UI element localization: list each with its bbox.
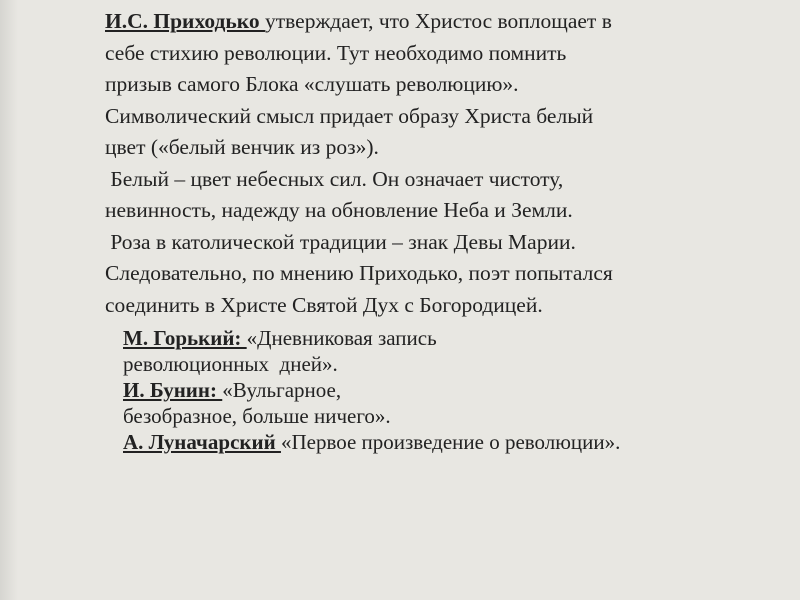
paragraph3-line1: Роза в католической традиции – знак Девы Марии. [105, 229, 576, 254]
paragraph3-line2: Следовательно, по мнению Приходько, поэт попытался [105, 261, 613, 285]
paragraph2-line2: невинность, надежду на обновление Неба и Земли. [105, 198, 573, 222]
paragraph1-line4: Символический смысл придает образу Христа белый [105, 103, 594, 128]
quotes-block [123, 325, 783, 455]
quote-lunacharsky-line1: «Первое произведение о революции». [280, 430, 621, 454]
quote-lunacharsky [123, 429, 783, 455]
quote-bunin-line1: «Вульгарное, [222, 378, 342, 402]
quote-author-lunacharsky: А. Луначарский [123, 430, 281, 454]
paragraph-rose [105, 227, 765, 322]
paragraph3-line3: соединить в Христе Святой Дух с Богородицей. [105, 292, 543, 317]
quote-bunin-line2: безобразное, больше ничего». [123, 404, 391, 428]
paragraph1-line1: утверждает, что Христос воплощает в [264, 9, 612, 33]
quote-bunin [123, 377, 783, 429]
main-text-block [105, 6, 765, 321]
quote-gorky-line2: революционных дней». [123, 352, 338, 376]
paragraph-white-color [105, 164, 765, 227]
paragraph1-line3: призыв самого Блока «слушать революцию». [105, 72, 519, 96]
quote-gorky [123, 325, 783, 377]
quote-author-bunin: И. Бунин: [123, 378, 223, 402]
quote-author-gorky: М. Горький: [123, 326, 247, 350]
paragraph2-line1: Белый – цвет небесных сил. Он означает чистоту, [105, 166, 564, 191]
author-prikhodko: И.С. Приходько [105, 9, 265, 33]
paragraph1-line5: цвет («белый венчик из роз»). [105, 135, 379, 159]
paragraph1-line2: себе стихию революции. Тут необходимо помнить [105, 40, 567, 65]
quote-gorky-line1: «Дневниковая запись [246, 326, 437, 350]
slide-edge-shadow [0, 0, 18, 600]
paragraph-prikhodko [105, 6, 765, 164]
